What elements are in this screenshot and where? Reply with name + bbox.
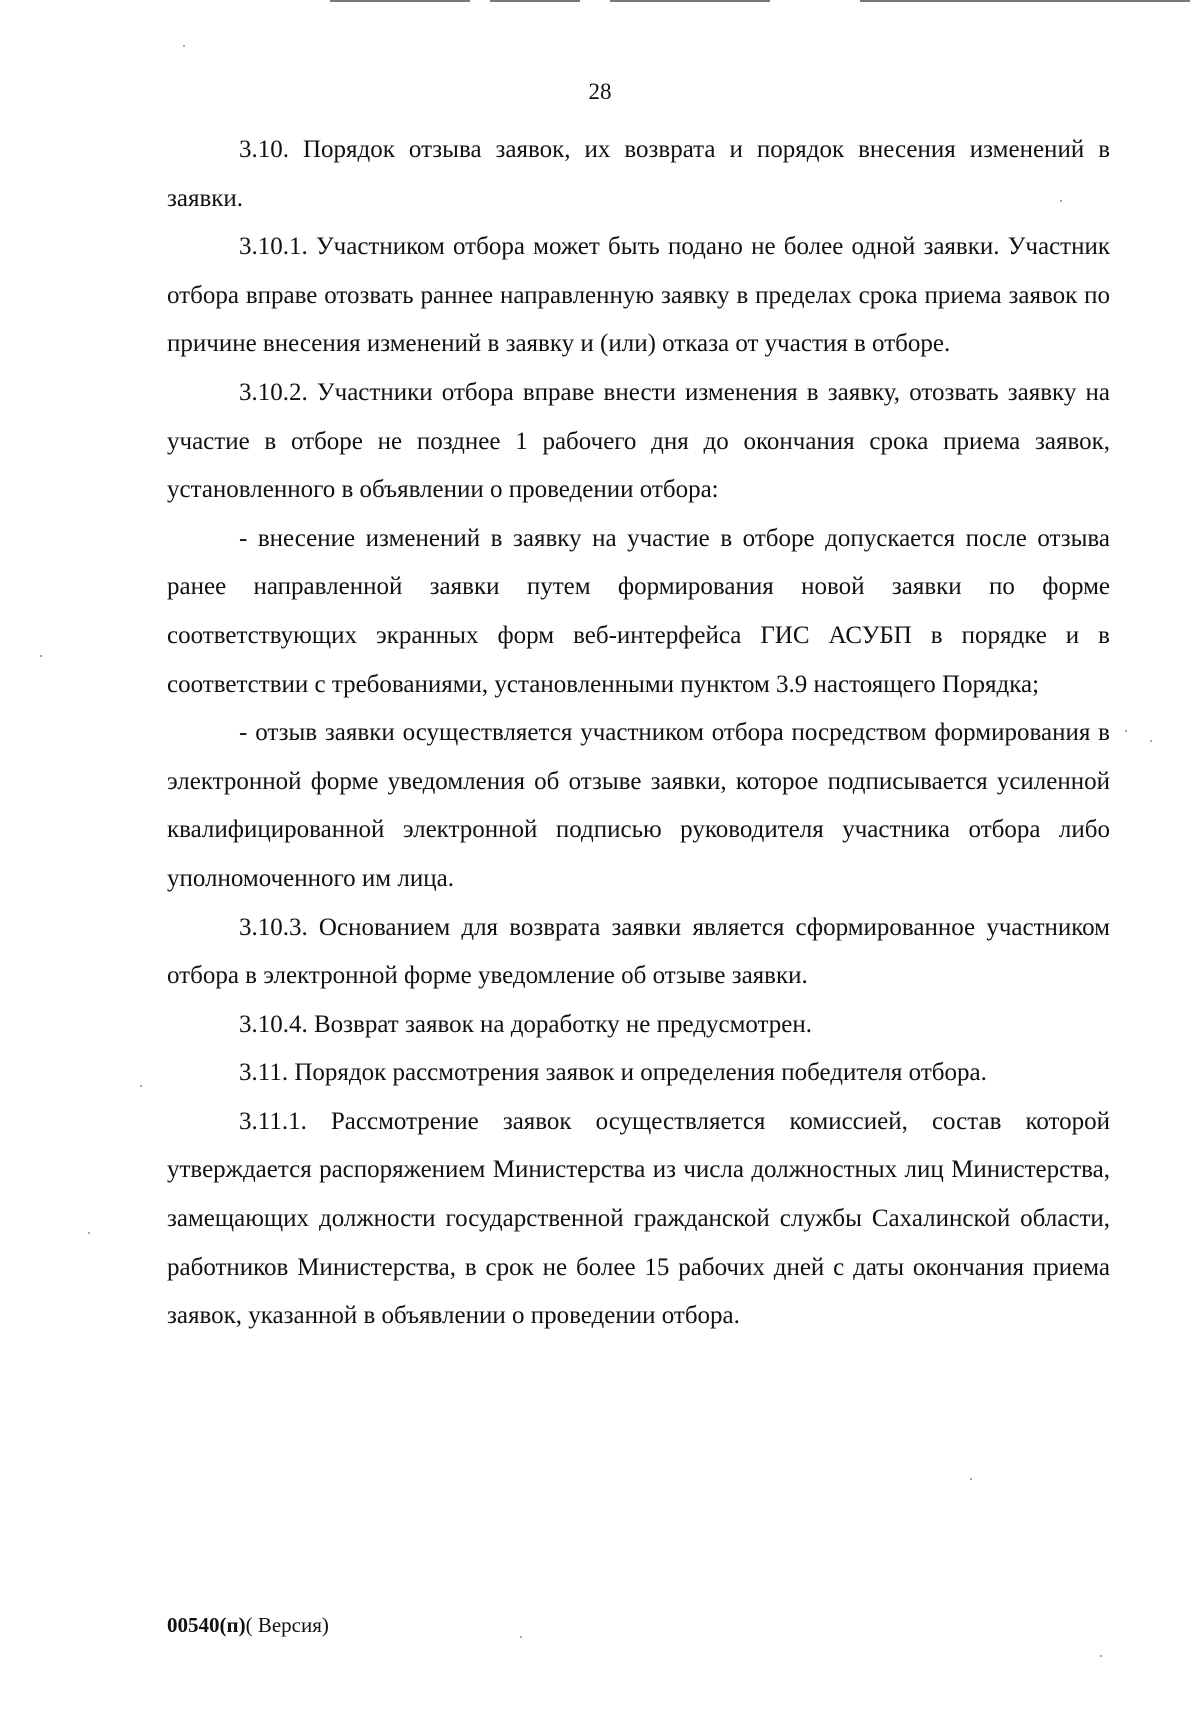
paragraph-bullet-withdrawal: - отзыв заявки осуществляется участником отбора посредством формирования в электронной форме уведомления об отзыве заявки, которое подписывается усиленной квалифицированной электронной подписью руководителя участника отбора либо уполномоченного им лица. [167, 719, 1110, 892]
paragraph-section-3-10-1: 3.10.1. Участником отбора может быть подано не более одной заявки. Участник отбора вправе отозвать раннее направленную заявку в пределах срока приема заявок по причине внесения изменений в заявку и (или) отказа от участия в отборе. [167, 233, 1110, 358]
scan-edge-line [490, 0, 580, 2]
paragraph-bullet-amendment: - внесение изменений в заявку на участие в отборе допускается после отзыва ранее направленной заявки путем формирования новой заявки по форме соответствующих экранных форм веб-интерфейса ГИС АСУБП в порядке и в соответствии с требованиями, установленными пунктом 3.9 настоящего Порядка; [167, 524, 1110, 698]
scan-edge-line [330, 0, 470, 2]
paragraph-section-3-11-1: 3.11.1. Рассмотрение заявок осуществляется комиссией, состав которой утверждается распоряжением Министерства из числа должностных лиц Министерства, замещающих должности государственной гражданской службы Сахалинской области, работников Министерства, в срок не более 15 рабочих дней с даты окончания приема заявок, указанной в объявлении о проведении отбора. [167, 1107, 1110, 1330]
scan-speck [1100, 1655, 1102, 1657]
paragraph-section-3-10: 3.10. Порядок отзыва заявок, их возврата и порядок внесения изменений в заявки. [167, 136, 1110, 212]
paragraph-section-3-11: 3.11. Порядок рассмотрения заявок и определения победителя отбора. [239, 1059, 987, 1087]
document-body [167, 126, 1110, 1341]
scan-speck [88, 1232, 90, 1234]
footer-document-code: 00540(п) [167, 1613, 246, 1637]
scan-speck [970, 1478, 972, 1480]
scan-speck [1150, 740, 1152, 742]
scan-speck [140, 1085, 142, 1087]
paragraph-section-3-10-2: 3.10.2. Участники отбора вправе внести изменения в заявку, отозвать заявку на участие в отборе не позднее 1 рабочего дня до окончания срока приема заявок, установленного в объявлении о проведении отбора: [167, 378, 1110, 504]
scan-speck [40, 655, 42, 657]
scan-speck [1060, 200, 1062, 202]
scan-speck [520, 1636, 522, 1638]
scan-speck [1125, 730, 1127, 732]
scan-edge-line [610, 0, 770, 2]
paragraph-section-3-10-4: 3.10.4. Возврат заявок на доработку не предусмотрен. [239, 1010, 813, 1038]
scan-speck [183, 45, 185, 47]
page-number: 28 [588, 79, 612, 104]
scan-edge-line [860, 0, 1190, 2]
document-footer [167, 1611, 329, 1639]
footer-version: ( Версия) [245, 1613, 329, 1637]
paragraph-section-3-10-3: 3.10.3. Основанием для возврата заявки является сформированное участником отбора в электронной форме уведомление об отзыве заявки. [167, 913, 1110, 990]
